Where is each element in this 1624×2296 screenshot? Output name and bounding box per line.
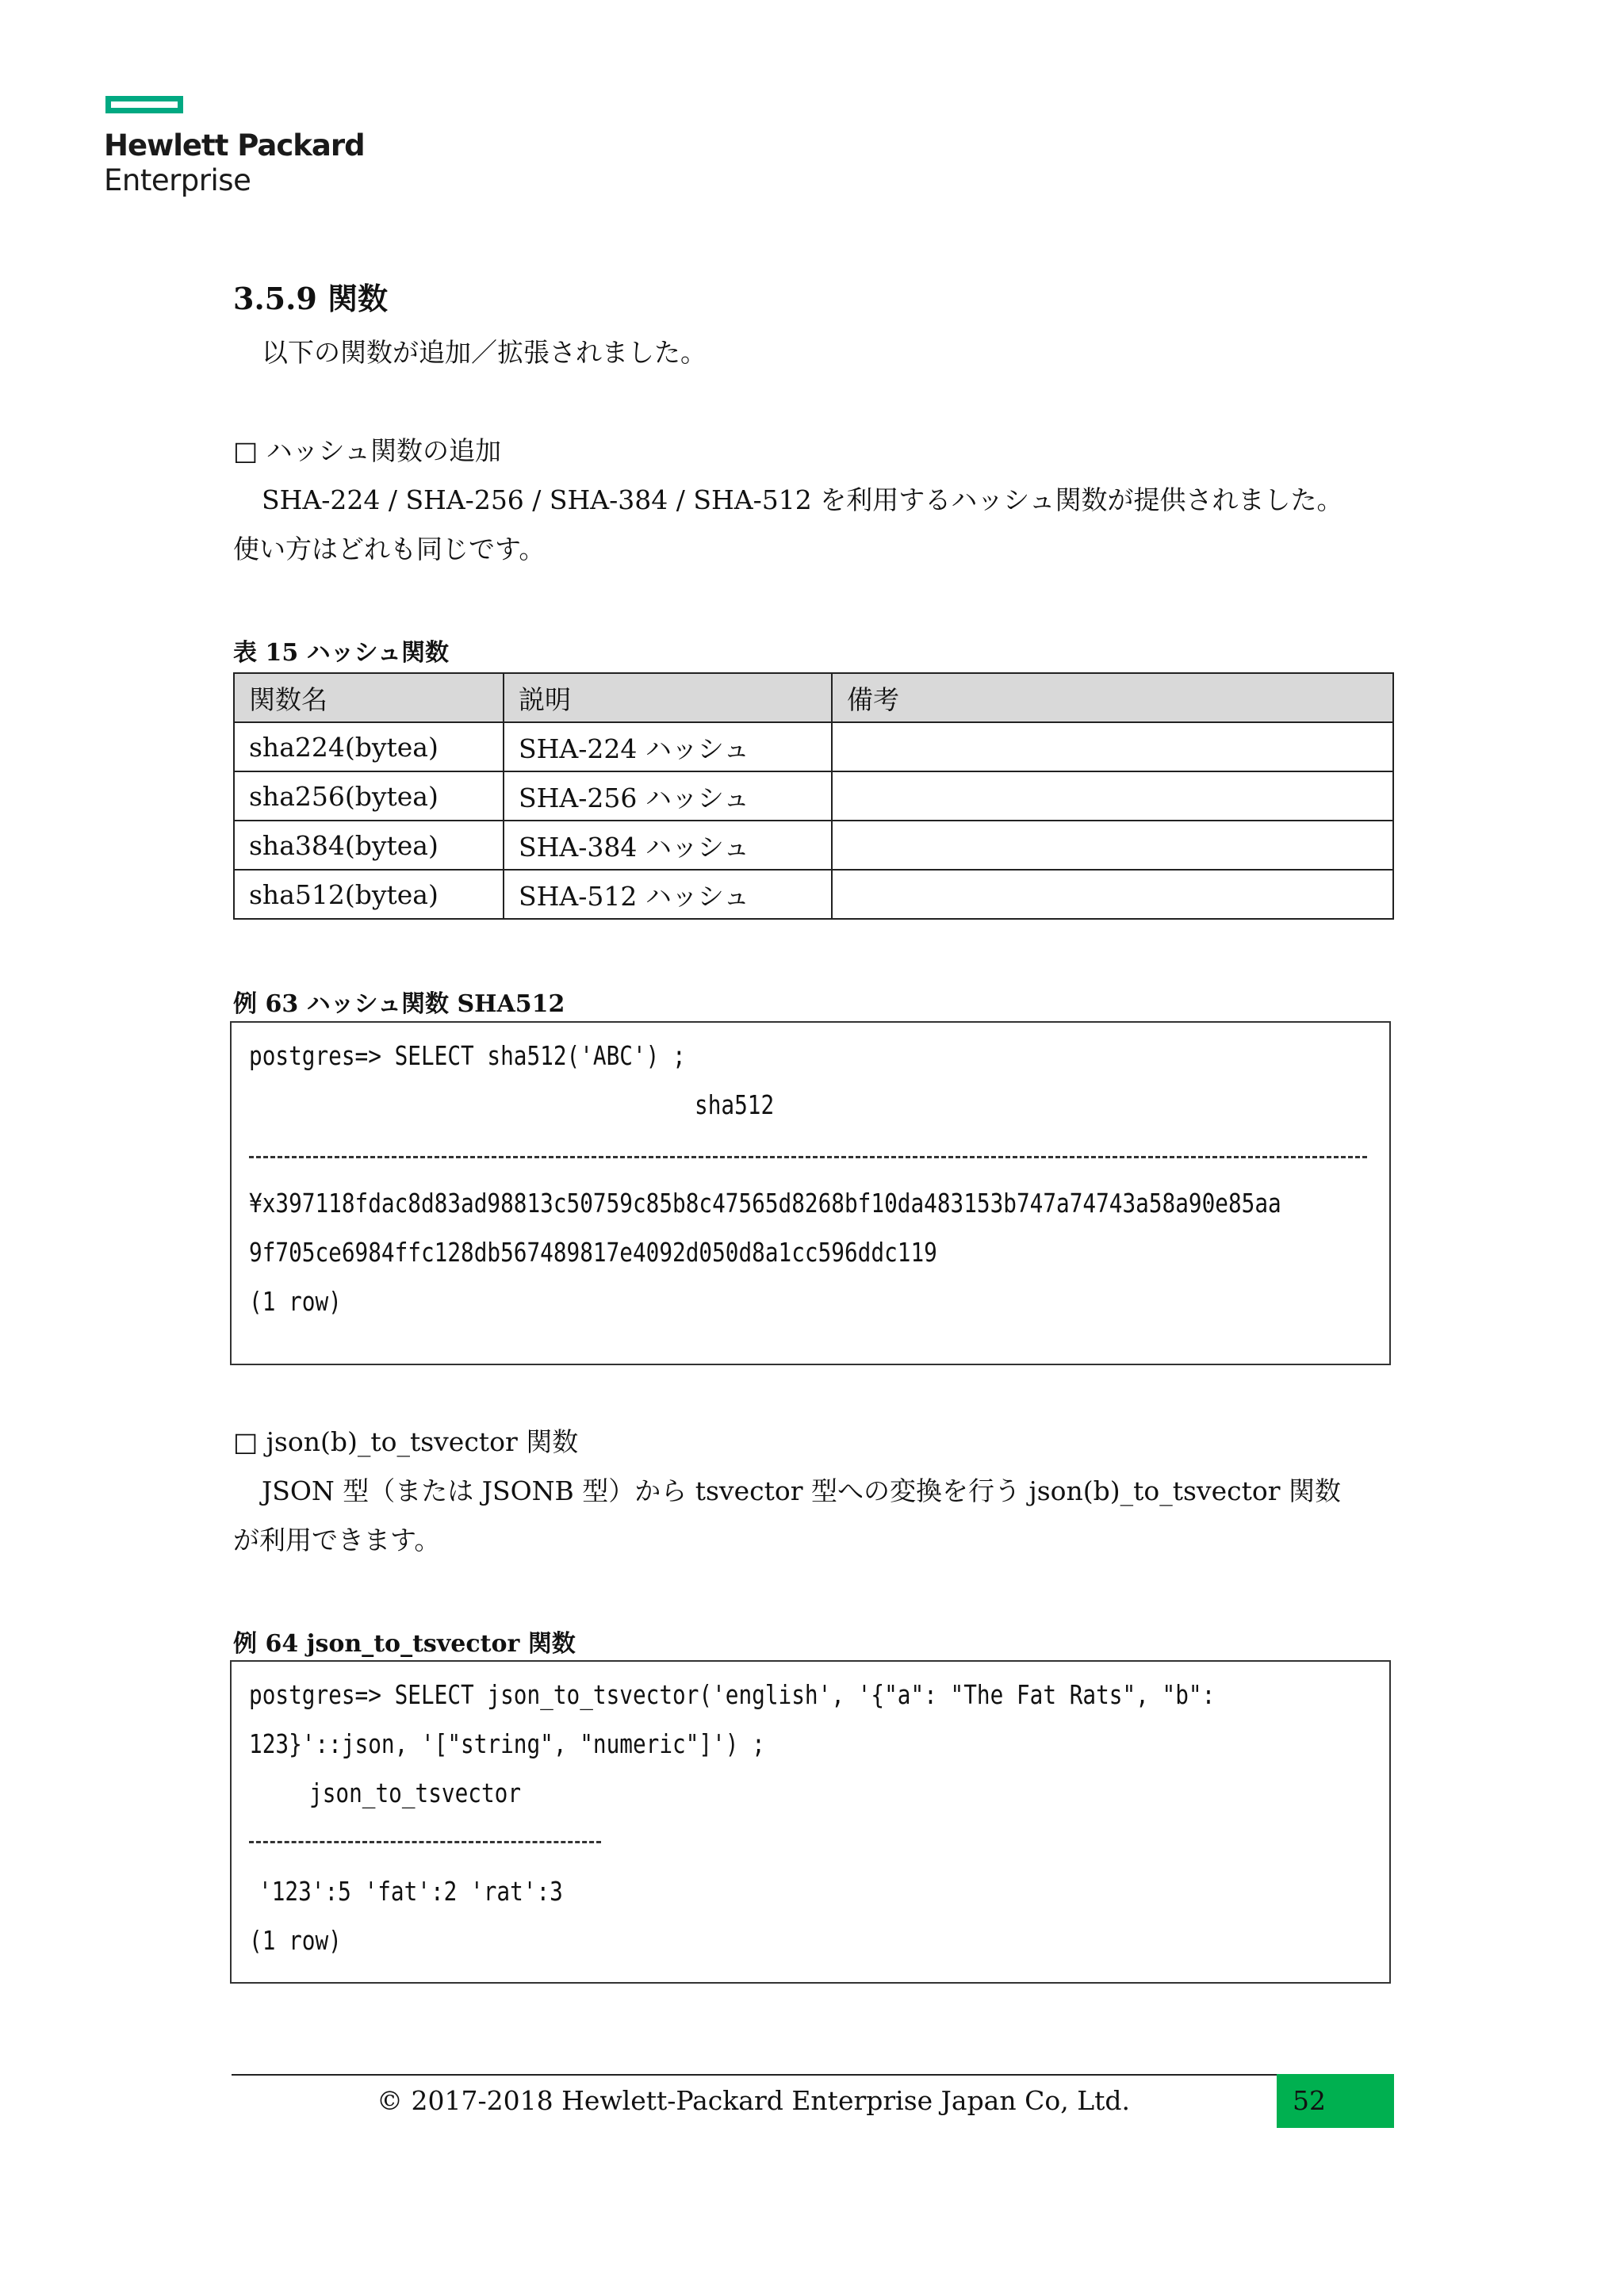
page-number-box: [1277, 2074, 1394, 2128]
table-row: [234, 870, 1393, 919]
table-cell: [832, 771, 1393, 821]
page-number: 52: [1293, 2085, 1326, 2116]
hash-bullet: □ ハッシュ関数の追加: [233, 435, 502, 466]
footer-divider: [232, 2074, 1394, 2076]
code-line: postgres=> SELECT json_to_tsvector('english', '{"a": "The Fat Rats", "b":: [249, 1679, 1216, 1710]
logo-text-line2: Enterprise: [104, 163, 251, 197]
code-separator: [249, 1841, 601, 1843]
table-cell: sha384(bytea): [234, 821, 504, 870]
json-bullet: □ json(b)_to_tsvector 関数: [233, 1426, 579, 1457]
example-63-code-block: [230, 1021, 1391, 1365]
json-desc-line1: JSON 型（または JSONB 型）から tsvector 型への変換を行う json(b)_to_tsvector 関数: [262, 1475, 1342, 1506]
example-63-caption: 例 63 ハッシュ関数 SHA512: [233, 990, 565, 1018]
table-header-cell: 関数名: [234, 673, 504, 722]
table-row: [234, 722, 1393, 771]
footer-copyright: © 2017-2018 Hewlett-Packard Enterprise Japan Co, Ltd.: [377, 2085, 1130, 2116]
table-cell: SHA-384 ハッシュ: [504, 821, 832, 870]
table-header-cell: 説明: [504, 673, 832, 722]
table-cell: [832, 870, 1393, 919]
code-row-count: (1 row): [249, 1286, 342, 1317]
table-row: [234, 771, 1393, 821]
table-cell: [832, 821, 1393, 870]
table-header-cell: 備考: [832, 673, 1393, 722]
code-column-header: sha512: [695, 1089, 775, 1120]
logo-text-line1: Hewlett Packard: [104, 128, 365, 163]
table-cell: sha256(bytea): [234, 771, 504, 821]
hash-desc-line2: 使い方はどれも同じです。: [233, 534, 546, 564]
table-row: [234, 821, 1393, 870]
table-cell: SHA-224 ハッシュ: [504, 722, 832, 771]
table-cell: [832, 722, 1393, 771]
code-result-line: ¥x397118fdac8d83ad98813c50759c85b8c47565d8268bf10da483153b747a74743a58a90e85aa: [249, 1188, 1281, 1219]
json-desc-line2: が利用できます。: [233, 1525, 441, 1556]
code-line: postgres=> SELECT sha512('ABC') ;: [249, 1040, 686, 1071]
table-header-row: [234, 673, 1393, 722]
example-64-caption: 例 64 json_to_tsvector 関数: [233, 1630, 576, 1658]
example-64-code-block: [230, 1660, 1391, 1984]
code-separator: [249, 1156, 1367, 1158]
hash-desc-line1: SHA-224 / SHA-256 / SHA-384 / SHA-512 を利用するハッシュ関数が提供されました。: [262, 484, 1343, 515]
table-caption: 表 15 ハッシュ関数: [233, 639, 450, 667]
table-cell: SHA-256 ハッシュ: [504, 771, 832, 821]
table-cell: sha512(bytea): [234, 870, 504, 919]
code-column-header: json_to_tsvector: [309, 1777, 522, 1808]
code-result-line: '123':5 'fat':2 'rat':3: [259, 1876, 563, 1907]
table-cell: sha224(bytea): [234, 722, 504, 771]
code-row-count: (1 row): [249, 1925, 342, 1956]
hash-function-table: [233, 672, 1394, 920]
section-heading: 3.5.9 関数: [233, 281, 389, 316]
code-line: 123}'::json, '["string", "numeric"]') ;: [249, 1728, 765, 1759]
table-cell: SHA-512 ハッシュ: [504, 870, 832, 919]
hpe-logo-mark: [105, 96, 183, 113]
code-result-line: 9f705ce6984ffc128db567489817e4092d050d8a1cc596ddc119: [249, 1237, 937, 1268]
section-intro: 以下の関数が追加／拡張されました。: [262, 337, 707, 368]
